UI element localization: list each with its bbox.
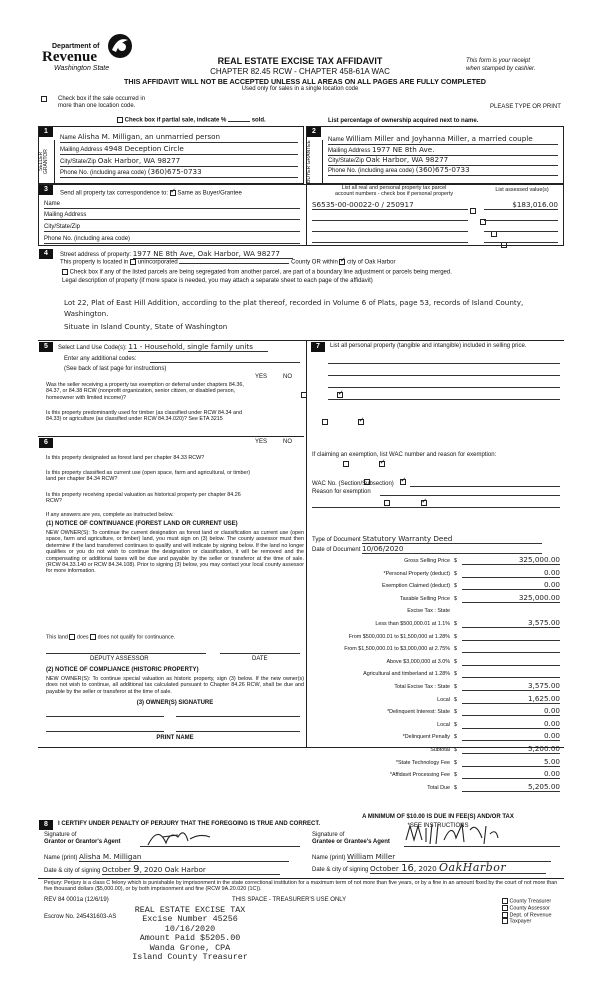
tax-row [312,632,564,642]
tax-row-label: *Affidavit Processing Fee [389,772,450,779]
within-city-check[interactable] [339,259,345,265]
sec6-q3-yes[interactable] [384,500,390,506]
partial-sale-sold: sold. [251,117,266,124]
buyer-side-label: BUYER GRANTEE [306,140,312,183]
sec3-divider [306,184,307,246]
land-does-not-check[interactable] [90,634,96,640]
copy-county-assessor[interactable]: County Assessor [502,905,551,912]
escrow-number: 245431603-AS [76,914,117,920]
buyer-mailing[interactable]: 1977 NE 8th Ave. [372,145,435,154]
assessed-header: List assessed value(s) [495,187,549,193]
same-as-buyer-check[interactable] [170,190,176,196]
notice2-body: NEW OWNER(S): To continue special valuation as historic property, sign (3) below. If the new owner(s) does not wish to continue, all additional tax calculated pursuant to Chapter 84.26 RCW, shall be due and payable by the seller or transferor at the time of sale. [46,676,304,695]
tax-row-label: *Personal Property (deduct) [383,570,450,577]
grantee-date-row: Date & city of signing October 16, 2020 OakHarbor [312,864,562,874]
sec6-top-rule [38,436,304,437]
tax-row-currency: $ [454,721,457,728]
print-name-line-1[interactable] [46,731,164,732]
grantor-date[interactable]: October 9, 2020 Oak Harbor [102,866,280,875]
corr-phone-row[interactable]: Phone No. (including area code) [44,236,300,244]
tax-row-value[interactable] [462,657,560,666]
reason-label: Reason for exemption [312,489,371,495]
tax-row-label: From $500,000.01 to $1,500,000 at 1.28% [348,633,450,640]
copy-taxpayer[interactable]: Taxpayer [502,918,551,925]
grantor-name-row: Name (print) Alisha M. Milligan [44,853,300,862]
grantee-city-handwritten: OakHarbor [439,861,507,874]
tax-row [312,783,564,793]
form-number: REV 84 0001a (12/6/19) [44,897,109,903]
tax-row-value[interactable]: 5,200.00 [462,745,560,754]
personal-property-line-4[interactable] [328,399,560,400]
tax-row-currency: $ [454,583,457,590]
seller-city-row: City/State/Zip Oak Harbor, WA 98277 [60,157,298,167]
sec6-q1: Is this property designated as forest land per chapter 84.33 RCW? [46,455,205,461]
tax-row-currency: $ [454,570,457,577]
tax-row-value[interactable] [462,644,560,653]
sec5-q2-no[interactable] [358,419,364,425]
deputy-date-label: DATE [252,656,268,662]
buyer-city[interactable]: Oak Harbor, WA 98277 [365,155,449,164]
tax-row-value[interactable]: 0.00 [462,581,560,590]
sec5-top-rule [38,340,564,341]
ownership-pct-note: List percentage of ownership acquired next to name. [328,118,479,124]
send-correspondence: Send all property tax correspondence to: ✓ Same as Buyer/Grantee [60,190,242,198]
tax-row-value[interactable]: 0.00 [462,720,560,729]
section-4-number: 4 [39,249,53,259]
tax-row-currency: $ [454,633,457,640]
corr-city-row[interactable]: City/State/Zip [44,224,300,232]
wac-input[interactable] [410,486,560,487]
grantee-sig-label-b: Grantee or Grantee's Agent [312,839,390,845]
tax-row-currency: $ [454,709,457,716]
column-divider [306,340,307,748]
tax-row-label: *Delinquent Interest: State [387,709,450,716]
owner-sig-line-1[interactable] [46,716,164,717]
tax-row-value[interactable]: 5,205.00 [462,783,560,792]
tax-row-label: Total Due [427,784,450,791]
stamp-line-1: REAL ESTATE EXCISE TAX [134,905,246,915]
section-2-number: 2 [307,127,321,137]
assessed-3[interactable] [484,224,558,232]
see-back: (See back of last page for instructions) [64,366,167,372]
tax-row-value[interactable]: 3,575.00 [462,682,560,691]
form-warning: THIS AFFIDAVIT WILL NOT BE ACCEPTED UNLESS ALL AREAS ON ALL PAGES ARE FULLY COMPLETED [124,77,486,86]
tax-row-value[interactable]: 0.00 [462,770,560,779]
section-7-number: 7 [311,342,325,352]
doc-date[interactable]: 10/06/2020 [362,545,542,554]
tax-row [312,720,564,730]
personal-property-line-1[interactable] [328,363,560,364]
parcel-1[interactable]: S6535-00-00022-0 / 250917 [312,201,468,210]
tax-row-label: Excise Tax : State [407,608,450,615]
tax-row-label: Exemption Claimed (deduct) [381,583,450,590]
treasurer-only: THIS SPACE - TREASURER'S USE ONLY [232,897,347,903]
sec6-q1-no[interactable] [379,461,385,467]
seller-name-row: Name Alisha M. Milligan, an unmarried person [60,133,298,143]
stamp-line-4: Amount Paid $5205.00 [139,933,241,944]
grantee-date[interactable]: October 16, 2020 OakHarbor [370,864,546,874]
grantor-date-row: Date & city of signing October 9, 2020 Oak Harbor [44,866,300,875]
sec5-q1-no[interactable] [337,392,343,398]
grantor-signature[interactable] [144,823,214,849]
land-qualify-row: This land does does not qualify for continuance. [46,634,176,641]
yes-head-5: YES [255,374,268,380]
perjury-statement: Perjury: Perjury is a class C felony which is punishable by imprisonment in the state correctional institution for a maximum term of not more than five years, or by a fine in an amount fixed by the court of not more than five thousand dollars ($5,000.00), or by both imprisonment and fine (RCW 9A.20.020 (1C)). [44,880,558,893]
tax-row-currency: $ [454,784,457,791]
partial-sale-check[interactable] [117,117,123,123]
tax-row-currency: $ [454,696,457,703]
tax-row-label: Less than $500,000.01 at 1.1% [375,621,450,627]
buyer-mailing-row: Mailing Address 1977 NE 8th Ave. [328,146,558,156]
tax-row-value[interactable] [462,669,560,678]
tax-row-value[interactable]: 0.00 [462,732,560,741]
parcel-header-1: List all real and personal property tax parcel [341,185,447,191]
footer-rule [38,878,564,879]
seller-phone-row: Phone No. (including area code) (360)675-0733 [60,168,298,178]
owner-sig-line-2[interactable] [176,716,300,717]
tax-row-label: Taxable Selling Price [399,595,450,602]
street-address-row: Street address of property: 1977 NE 8th Ave, Oak Harbor, WA 98277 [60,250,330,259]
notice1-body: NEW OWNER(S): To continue the current designation as forest land or classification as current use (open space, farm and agriculture, or timber) land, you must sign on (3) below. The county assessor must then determine if the land transferred continues to qualify and will indicate by signing below. If the land no longer qualifies or you do not wish to continue the designation or classification, it will be removed and the compensating or additional taxes will be due and payable by the seller or transferor at the time of sale. (RCW 84.33.140 or RCW 84.34.108). Prior to signing (3) below, you may contact your local county assessor for more information. [46,530,304,575]
notice2-heading: (2) NOTICE OF COMPLIANCE (HISTORIC PROPERTY) [46,667,199,673]
tax-row-label: *State Technology Fee [395,759,450,766]
dept-line3: Washington State [54,65,110,72]
same-as-buyer-label: Same as Buyer/Grantee [177,190,242,197]
tax-row-value[interactable]: 5.00 [462,758,560,767]
form-title: REAL ESTATE EXCISE TAX AFFIDAVIT [217,56,383,66]
deputy-date-line[interactable] [220,653,300,654]
tax-row [312,569,564,579]
parcel-3[interactable] [312,224,468,232]
tax-row [312,732,564,742]
grantor-sig-label-a: Signature of [44,832,77,838]
tax-row-currency: $ [454,772,457,779]
grantee-name-row: Name (print) William Miller [312,853,562,862]
minimum-due: A MINIMUM OF $10.00 IS DUE IN FEE(S) AND/OR TAX [362,814,514,820]
sec8-top-rule [38,747,564,748]
tax-row-currency: $ [454,759,457,766]
tax-row-label: Local [437,696,450,703]
dept-line2: Revenue [42,49,97,65]
receipt-note-2: when stamped by cashier. [466,66,536,72]
parcel-2[interactable] [312,213,468,221]
reason-input-2[interactable] [312,507,560,508]
land-does-check[interactable] [69,634,75,640]
tax-row-currency: $ [454,621,457,627]
seller-mailing-row: Mailing Address 4948 Deception Circle [60,145,298,155]
seller-city[interactable]: Oak Harbor, WA 98277 [97,156,181,165]
land-use-code[interactable]: 11 - Household, single family units [128,343,268,352]
tax-row [312,606,564,616]
seller-name[interactable]: Alisha M. Milligan, an unmarried person [77,132,221,141]
grantee-signature[interactable] [404,820,500,848]
multi-location-label-1: Check box if the sale occurred in [58,96,146,102]
tax-row-currency: $ [454,595,457,602]
grantor-print-name[interactable]: Alisha M. Milligan [79,853,289,862]
tax-row-label: From $1,500,000.01 to $3,000,000 at 2.75% [344,646,450,653]
tax-row [312,644,564,654]
located-row: This property is located in unincorporated County OR within ✓ city of Oak Harbor [60,259,460,267]
legal-label: Legal description of property (if more space is needed, you may attach a separate sheet to each page of the affidavit) [62,278,373,284]
additional-codes: Enter any additional codes: [64,356,137,362]
reason-input[interactable] [380,495,560,496]
buyer-city-row: City/State/Zip Oak Harbor, WA 98277 [328,156,558,166]
tax-row-value[interactable]: 1,625.00 [462,695,560,704]
tax-row [312,669,564,679]
assessed-2[interactable] [484,213,558,221]
sec5-q2: Is this property predominantly used for timber (as classified under RCW 84.34 and 84.33) or agriculture (as classified under RCW 84.34.020)? See ETA 3215 [46,410,242,423]
tax-row [312,707,564,717]
tax-row-label: Agricultural and timberland at 1.28% [363,671,450,678]
stamp-line-3: 10/16/2020 [164,923,216,934]
parcel-header-2: account numbers - check box if personal property [334,191,454,197]
sec6-q3: Is this property receiving special valuation as historical property per chapter 84.26 RCW? [46,492,241,505]
deputy-assessor-label: DEPUTY ASSESSOR [90,656,149,662]
tax-row-value[interactable]: 0.00 [462,569,560,578]
tax-row-currency: $ [454,558,457,564]
copy-dept-revenue[interactable]: Dept. of Revenue [502,912,551,919]
sec5-q2-yes[interactable] [322,419,328,425]
tax-row-value[interactable]: 325,000.00 [462,594,560,603]
tax-row [312,581,564,591]
tax-row [312,556,564,566]
tax-row [312,619,564,629]
parcel-1-personal-check[interactable] [470,208,476,214]
tax-row [312,594,564,604]
wac-label: WAC No. (Section/Subsection) [312,481,394,487]
segregated-row: Check box if any of the listed parcels are being segregated from another parcel, are part of a boundary line adjustment or parcels being merged. [62,269,562,277]
buyer-phone[interactable]: (360)675-0733 [415,165,470,174]
certify-statement: I CERTIFY UNDER PENALTY OF PERJURY THAT THE FOREGOING IS TRUE AND CORRECT. [58,821,321,827]
stamp-line-2: Excise Number 45256 [142,914,238,925]
copy-county-treasurer[interactable]: County Treasurer [502,898,551,905]
single-location-note: Used only for sales in a single location code [241,86,359,92]
tax-row-value[interactable] [462,632,560,641]
notice1-heading: (1) NOTICE OF CONTINUANCE (FOREST LAND OR CURRENT USE) [46,521,238,527]
assessed-4[interactable] [484,235,558,243]
seller-side-label: SELLER GRANTOR [38,149,49,174]
unincorporated-check[interactable] [130,259,136,265]
tax-row-label: Above $3,000,000 at 3.0% [386,658,450,665]
sec6-q3-no[interactable] [421,500,427,506]
grantor-sig-label-b: Grantor or Grantor's Agent [44,839,121,845]
grantee-print-name[interactable]: William Miller [347,853,551,862]
section-1-number: 1 [39,127,53,137]
corr-name-row[interactable]: Name [44,201,300,209]
tax-row-currency: $ [454,747,457,753]
section-5-number: 5 [39,342,53,352]
tax-row-currency: $ [454,658,457,665]
street-address[interactable]: 1977 NE 8th Ave, Oak Harbor, WA 98277 [133,250,293,259]
tax-row-value[interactable]: 3,575.00 [462,619,560,628]
dor-logo [40,38,135,78]
personal-property-line-3[interactable] [328,387,560,388]
parcel-4[interactable] [312,235,468,243]
additional-codes-input[interactable] [150,356,300,363]
assessed-1[interactable]: $183,016.00 [484,201,558,210]
deputy-assessor-line[interactable] [46,653,206,654]
tax-row-currency: $ [454,646,457,653]
seller-side [39,140,55,183]
receipt-note-1: This form is your receipt [466,58,531,64]
tax-row-currency: $ [454,684,457,690]
tax-row-label: Local [437,721,450,728]
see-instructions: *SEE INSTRUCTIONS [407,823,469,829]
stamp-line-6: Island County Treasurer [132,952,248,963]
dept-line1: Department of [52,43,100,50]
buyer-name[interactable]: William Miller and Joyhanna Miller, a married couple [345,134,533,143]
doc-date-row: Date of Document 10/06/2020 [312,545,562,554]
doc-type[interactable]: Statutory Warranty Deed [362,535,542,544]
tax-row [312,657,564,667]
if-yes-note: If any answers are yes, complete as instructed below. [46,512,174,518]
dor-swoosh-icon [106,32,134,60]
tax-row-label: Total Excise Tax : State [394,684,450,690]
sec5-q1: Was the seller receiving a property tax exemption or deferral under chapters 84.36, 84.37, or 84.38 RCW (nonprofit organization, senior citizen, or disabled person, homeowner with limited income)? [46,382,244,401]
yes-head-6: YES [255,439,268,445]
corr-mailing-row[interactable]: Mailing Address [44,212,300,220]
partial-sale-row[interactable] [117,117,266,125]
buyer-phone-row: Phone No. (including area code) (360)675-0733 [328,166,558,176]
please-type: PLEASE TYPE OR PRINT [490,104,561,110]
exemption-claim-label: If claiming an exemption, list WAC number and reason for exemption: [312,452,497,458]
section-3-number: 3 [39,185,53,195]
sec6-q2: Is this property classified as current use (open space, farm and agricultural, or timber) land per chapter 84.34 RCW? [46,470,251,483]
personal-property-line-2[interactable] [328,375,560,376]
no-head-5: NO [283,374,292,380]
sec6-q2-no[interactable] [400,479,406,485]
segregated-check[interactable] [62,269,68,275]
personal-property-label: List all personal property (tangible and intangible) included in selling price. [330,343,527,349]
city-of: city of Oak Harbor [347,259,396,266]
stamp-line-5: Wanda Grone, CPA [149,942,231,953]
tax-row-label: Subtotal [430,747,450,753]
legal-description[interactable]: Lot 22, Plat of East Hill Addition, according to the plat thereof, recorded in Volume 6 of Plats, page 53, records of Island County, Washington. [64,298,524,318]
partial-sale-label: Check box if partial sale, indicate % [124,117,227,124]
tax-row [312,682,564,692]
tax-row-currency: $ [454,734,457,741]
sec6-q1-yes[interactable] [343,461,349,467]
section-8-number: 8 [39,820,53,830]
doc-type-row: Type of Document Statutory Warranty Deed [312,535,562,544]
tax-row-label: Gross Selling Price [404,558,450,564]
buyer-name-row: Name William Miller and Joyhanna Miller, a married couple [328,135,558,145]
escrow-row: Escrow No. 245431603-AS [44,914,117,920]
multi-location-label-2: more than one location code. [58,103,136,109]
print-name-label: PRINT NAME [156,735,194,741]
land-use-row: Select Land Use Code(s): 11 - Household, single family units [58,343,298,352]
grantee-sig-label-a: Signature of [312,832,345,838]
copy-distribution [502,898,551,925]
no-head-6: NO [283,439,292,445]
tax-row-label: *Delinquent Penalty [402,734,450,741]
tax-row [312,770,564,780]
seller-mailing[interactable]: 4948 Deception Circle [104,144,184,153]
tax-row-value[interactable]: 0.00 [462,707,560,716]
buyer-side [307,140,323,183]
tax-row [312,695,564,705]
treasurer-stamp [120,906,260,962]
tax-row [312,758,564,768]
multi-location-check[interactable] [41,96,47,104]
section-6-number: 6 [39,438,53,448]
tax-row-value[interactable]: 325,000.00 [462,556,560,565]
owner-signature-label: (3) OWNER(S) SIGNATURE [136,700,214,706]
situate[interactable]: Situate in Island County, State of Washington [64,322,228,331]
print-name-line-2[interactable] [176,731,300,732]
form-chapter: CHAPTER 82.45 RCW - CHAPTER 458-61A WAC [210,67,390,76]
tax-row-currency: $ [454,671,457,678]
seller-phone[interactable]: (360)675-0733 [147,167,202,176]
